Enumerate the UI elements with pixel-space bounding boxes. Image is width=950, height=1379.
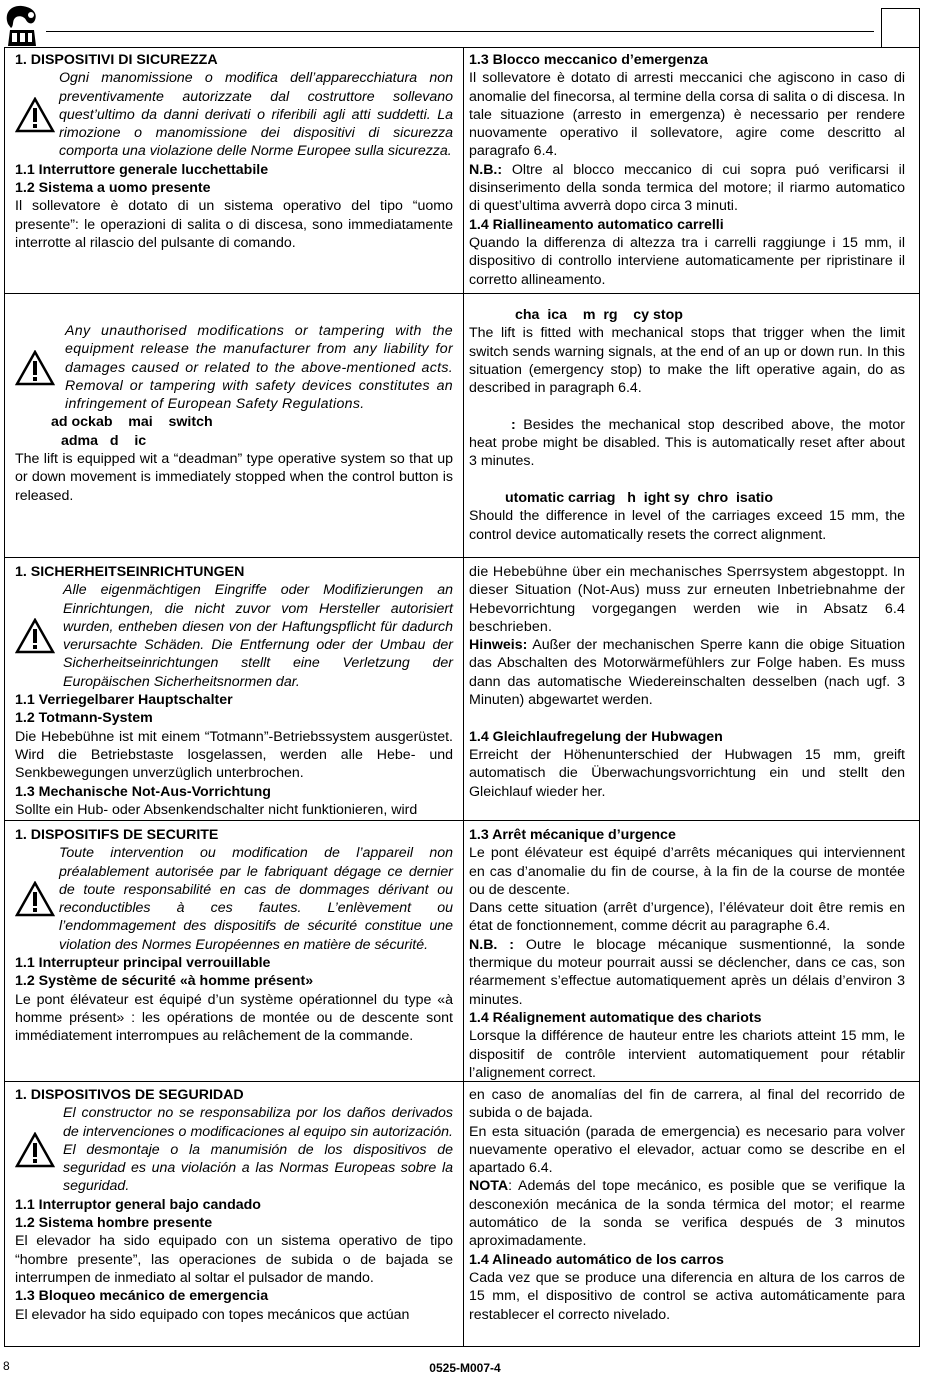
column-divider: [463, 821, 464, 1082]
column-left: [15, 322, 453, 505]
note-label: N.B. :: [469, 936, 515, 953]
note-paragraph: [469, 161, 905, 216]
header-rule: [46, 31, 874, 32]
paragraph-1-3-continued: die Hebebühne über ein mechanisches Sperrsystem abgestoppt. In dieser Situation (Not-Aus) muss zur erneuten Inbetriebnahme der Hebevorrichtung vorgegangen werden wie in Absatz 6.4 beschrieben.: [469, 564, 905, 635]
warning-text: El constructor no se responsabiliza por los daños derivados de intervenciones o modificaciones al equipo sin autorización. El desmontaje o la manumisión de los dispositivos de seguridad es una violación a las Normas Europeas sobre la seguridad.: [63, 1105, 453, 1195]
paragraph-1-4: Cada vez que se produce una diferencia en altura de los carros de 15 mm, el dispositivo de control se activa automáticamente para restablecer el correcto nivelado.: [469, 1269, 905, 1323]
heading-1-4: 1.4 Riallineamento automatico carrelli: [469, 216, 724, 233]
warning-text: Toute intervention ou modification de l’appareil non préalablement autorisée par le fabriquant dégage ce dernier de toute responsabilité en cas de dommages dérivant ou reconductibles à ces fautes. L’enlèvement ou l’endommagement des dispositifs de sécurité constitue une violation des Normes Européennes en matière de sécurité.: [59, 845, 453, 953]
warning-icon: [15, 350, 55, 386]
heading-1-3: 1.3 Blocco meccanico d’emergenza: [469, 52, 708, 68]
warning-block: [15, 844, 453, 954]
warning-text: Ogni manomissione o modifica dell’apparecchiatura non preventivamente autorizzate dal costruttore sollevano quest’ultimo da danni derivati o riferibili agli atti suddetti. La rimozione o manomissione dei dispositivi di sicurezza comporta una violazione delle Norme Europee sulla sicurezza.: [59, 70, 453, 160]
note-label: NOTA: [469, 1178, 509, 1195]
paragraph-1-2: El elevador ha sido equipado con un sistema operativo de tipo “hombre presente”, las operaciones de subida o de bajada se interrumpen de inmediato al soltar el pulsador de mando.: [15, 1233, 453, 1286]
warning-icon: [15, 97, 55, 133]
paragraph-1-2: Die Hebebühne ist mit einem “Totmann”-Betriebssystem ausgerüstet. Wird die Betriebstaste losgelassen, werden alle Hebe- und Senkbewegungen unverzüglich unterbrochen.: [15, 728, 453, 782]
paragraph-1-2: The lift is equipped wit a “deadman” type operative system so that up or down movement is immediately stopped when the control button is released.: [15, 451, 453, 504]
column-divider: [463, 1082, 464, 1347]
column-left: [15, 1086, 453, 1324]
paragraph-1-3: The lift is fitted with mechanical stops that trigger when the limit switch sends warning signals, at the end of an up or down run. In this situation (emergency stop) to make the lift operative again, do as described in paragraph 6.4.: [469, 325, 905, 397]
note-paragraph: [469, 636, 905, 709]
section-french: [5, 820, 919, 1082]
heading-1-2: 1.2 Système de sécurité «à homme présent»: [15, 973, 314, 990]
document-code: 0525-M007-4: [429, 1361, 501, 1375]
note-paragraph: [469, 416, 905, 471]
heading-1-4: 1.4 Réalignement automatique des chariots: [469, 1009, 762, 1026]
paragraph-1-2: Le pont élévateur est équipé d’un système opérationnel du type «à homme présent» : les opérations de montée ou de descente sont immédiatement interrompues au relâchement de la commande.: [15, 991, 453, 1045]
section-title: 1. SICHERHEITSEINRICHTUNGEN: [15, 564, 245, 580]
column-divider: [463, 294, 464, 558]
heading-1-1: 1.1 Interrupteur principal verrouillable: [15, 955, 271, 972]
section-english: [5, 293, 919, 558]
section-italian: [5, 48, 919, 293]
note-text: : Además del tope mecánico, es posible que se verifique la desconexión mecánica de la sonda térmica del motor; el rearme automático de la sonda se verifica después de 3 minutos aproximadamente.: [469, 1178, 905, 1250]
paragraph-1-2: Il sollevatore è dotato di un sistema operativo del tipo “uomo presente”: le operazioni di salita o di discesa, sono immediatamente interrotte al rilascio del pulsante di comando.: [15, 198, 453, 251]
paragraph-1-4: Erreicht der Höhenunterschied der Hubwagen 15 mm, greift automatisch die Überwachungsvorrichtung ein und stellt den Gleichlauf wieder her.: [469, 746, 905, 800]
warning-text: Any unauthorised modifications or tampering with the equipment release the manufacturer from any liability for damages caused or related to the above-mentioned acts. Removal or tampering with safety devices constitutes an infringement of European Safety Regulations.: [65, 323, 453, 413]
section-german: [5, 557, 919, 821]
column-left: [15, 826, 453, 1046]
section-spanish: [5, 1081, 919, 1347]
note-text: Oltre al blocco meccanico di cui sopra puó verificarsi il disinserimento della sonda termica del motore; il riarmo automatico di quest’ultima avverrà dopo circa 3 minuti.: [469, 161, 905, 215]
heading-1-2: 1.2 Totmann-System: [15, 710, 153, 727]
column-right: [469, 826, 905, 1082]
paragraph-1-4: Lorsque la différence de hauteur entre les chariots atteint 15 mm, le dispositif de contrôle intervient automatiquement pour rétablir l’alignement correct.: [469, 1028, 905, 1081]
section-title: 1. DISPOSITIFS DE SECURITE: [15, 827, 219, 843]
heading-1-3: cha ica m rg cy stop: [515, 307, 683, 323]
page-number: 8: [3, 1359, 10, 1373]
warning-block: [15, 322, 453, 413]
paragraph-1-3-emergency: En esta situación (parada de emergencia) es necesario para volver nuevamente operativo el elevador, actuar como se describe en el apartado 6.4.: [469, 1123, 905, 1177]
note-paragraph: [469, 936, 905, 1009]
section-title: 1. DISPOSITIVI DI SICUREZZA: [15, 52, 218, 68]
section-title: 1. DISPOSITIVOS DE SEGURIDAD: [15, 1087, 244, 1103]
header-box: [881, 8, 920, 48]
column-left: [15, 51, 453, 252]
column-right: [469, 51, 905, 289]
heading-1-3: 1.3 Mechanische Not-Aus-Vorrichtung: [15, 783, 271, 800]
heading-1-2: 1.2 Sistema hombre presente: [15, 1215, 213, 1232]
heading-1-1: ad ockab mai switch: [51, 414, 213, 431]
warning-block: [15, 1104, 453, 1195]
column-right: [469, 306, 905, 544]
note-label: N.B.:: [469, 161, 503, 178]
note-text: Außer der mechanischen Sperre kann die obige Situation das Abschalten des Motorwärmefühlers zur Folge haben. Es muss dann das automatische Wiedereinschalten desselben (nach ugf. 3 Minuten) abgewartet werden.: [469, 637, 905, 709]
paragraph-1-4: Should the difference in level of the carriages exceed 15 mm, the control device automatically resets the correct alignment.: [469, 508, 905, 543]
heading-1-2: 1.2 Sistema a uomo presente: [15, 180, 211, 197]
paragraph-1-3: Il sollevatore è dotato di arresti meccanici che agiscono in caso di anomalie del finecorsa, al termine della corsa di salita o di discesa. In tale situazione (arresto in emergenza) è necessario per rendere nuovamente operativo il sollevatore, agire come descritto al paragrafo 6.4.: [469, 70, 905, 160]
note-text: Outre le blocage mécanique susmentionné, la sonde thermique du moteur pourrait aussi se déclencher, dans ce cas, son réarmement s’effectue automatiquement après un délais d’environ 3 minutes.: [469, 936, 905, 1008]
paragraph-1-3-continued: Dans cette situation (arrêt d’urgence), l’élévateur doit être remis en état de fonctionnement, comme décrit au paragraphe 6.4.: [469, 900, 905, 935]
column-right: [469, 563, 905, 801]
heading-1-1: 1.1 Interruttore generale lucchettabile: [15, 161, 269, 178]
warning-icon: [15, 1132, 55, 1168]
heading-1-1: 1.1 Interruptor general bajo candado: [15, 1196, 261, 1213]
warning-icon: [15, 881, 55, 917]
content-frame: [4, 47, 920, 1347]
manufacturer-logo-icon: [2, 2, 42, 48]
column-divider: [463, 558, 464, 821]
heading-1-3: 1.3 Bloqueo mecánico de emergencia: [15, 1288, 269, 1305]
note-label: Hinweis:: [469, 637, 528, 654]
warning-block: [15, 581, 453, 691]
warning-text: Alle eigenmächtigen Eingriffe oder Modifizierungen an Einrichtungen, die nicht zuvor vom Hersteller autorisiert wurden, entheben diesen von der Haftungspflicht für dadurch verursachte Schäden. Die Entfernung oder der Umbau der Sicherheitseinrichtungen stellt eine Verletzung der Europäischen Sicherheitsnormen dar.: [63, 582, 453, 690]
warning-icon: [15, 618, 55, 654]
heading-1-4: 1.4 Gleichlaufregelung der Hubwagen: [469, 728, 723, 745]
paragraph-1-3: Sollte ein Hub- oder Absenkendschalter nicht funktionieren, wird: [15, 801, 418, 818]
note-label: :: [511, 416, 516, 433]
heading-1-4: utomatic carriag h ight sy chro isatio: [505, 489, 774, 506]
heading-1-2: adma d ic: [61, 432, 147, 449]
heading-1-1: 1.1 Verriegelbarer Hauptschalter: [15, 692, 233, 709]
paragraph-1-3: El elevador ha sido equipado con topes mecánicos que actúan: [15, 1306, 410, 1323]
column-left: [15, 563, 453, 819]
note-paragraph: [469, 1177, 905, 1250]
paragraph-1-3-continued: en caso de anomalías del fin de carrera, al final del recorrido de subida o de bajada.: [469, 1087, 905, 1122]
column-right: [469, 1086, 905, 1324]
heading-1-4: 1.4 Alineado automático de los carros: [469, 1251, 724, 1268]
paragraph-1-4: Quando la differenza di altezza tra i carrelli raggiunge i 15 mm, il dispositivo di controllo interviene automaticamente per ripristinare il corretto allineamento.: [469, 234, 905, 288]
column-divider: [463, 48, 464, 293]
note-text: Besides the mechanical stop described above, the motor heat probe might be disabled. This is automatically reset after about 3 minutes.: [469, 416, 905, 470]
heading-1-3: 1.3 Arrêt mécanique d’urgence: [469, 827, 676, 843]
warning-block: [15, 69, 453, 160]
paragraph-1-3: Le pont élévateur est équipé d’arrêts mécaniques qui interviennent en cas d’anomalie du fin de course, à la fin de la course de montée ou de descente.: [469, 845, 905, 898]
